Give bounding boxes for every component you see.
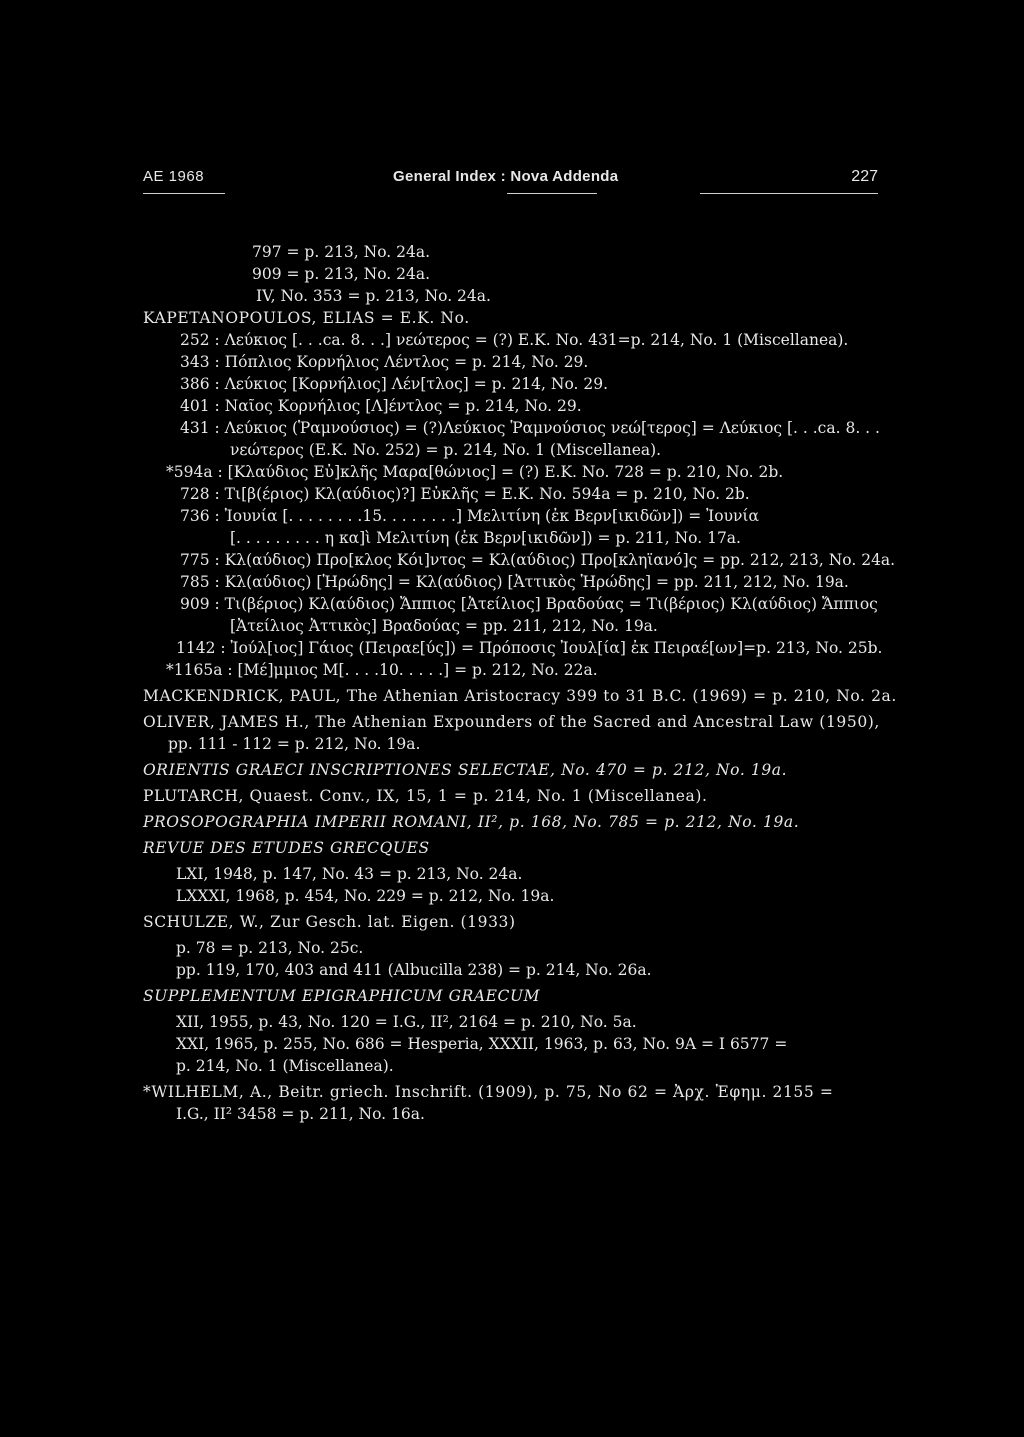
index-heading: KAPETANOPOULOS, ELIAS = E.K. No.: [143, 309, 470, 327]
index-line: pp. 111 - 112 = p. 212, No. 19a.: [168, 735, 421, 753]
index-line: pp. 119, 170, 403 and 411 (Albucilla 238) = p. 214, No. 26a.: [176, 961, 652, 979]
index-line: 728 : Τι[β(έριος) Κλ(αύδιος)?] Εὐκλῆς = E.K. No. 594a = p. 210, No. 2b.: [180, 485, 750, 503]
index-line: νεώτερος (E.K. No. 252) = p. 214, No. 1 (Miscellanea).: [230, 441, 662, 459]
index-heading: PLUTARCH, Quaest. Conv., IX, 15, 1 = p. 214, No. 1 (Miscellanea).: [143, 787, 708, 805]
index-heading: SCHULZE, W., Zur Gesch. lat. Eigen. (1933): [143, 913, 516, 931]
index-line: 401 : Ναῖος Κορνήλιος [Λ]έντλος = p. 214, No. 29.: [180, 397, 582, 415]
index-line: IV, No. 353 = p. 213, No. 24a.: [256, 287, 491, 305]
index-line: 1142 : Ἰούλ[ιος] Γάιος (Πειραε[ύς]) = Πρόποσις Ἰουλ[ία] ἐκ Πειραέ[ων]=p. 213, No. 25b.: [176, 639, 883, 657]
index-line: [Ἀτείλιος Ἀττικὸς] Βραδούας = pp. 211, 212, No. 19a.: [230, 617, 658, 635]
index-heading: ORIENTIS GRAECI INSCRIPTIONES SELECTAE, No. 470 = p. 212, No. 19a.: [143, 761, 788, 779]
index-line: 909 = p. 213, No. 24a.: [252, 265, 431, 283]
index-line: 736 : Ἰουνία [. . . . . . . .15. . . . . . . .] Μελιτίνη (ἐκ Βερν[ικιδῶν]) = Ἰουνία: [180, 507, 759, 525]
index-heading: *WILHELM, A., Beitr. griech. Inschrift. (1909), p. 75, No 62 = Ἀρχ. Ἐφημ. 2155 =: [143, 1083, 834, 1101]
index-line: 252 : Λεύκιος [. . .ca. 8. . .] νεώτερος = (?) E.K. No. 431=p. 214, No. 1 (Miscellanea).: [180, 331, 849, 349]
index-line: LXXXI, 1968, p. 454, No. 229 = p. 212, No. 19a.: [176, 887, 555, 905]
page-number: 227: [851, 168, 878, 185]
index-heading: SUPPLEMENTUM EPIGRAPHICUM GRAECUM: [143, 987, 541, 1005]
index-line: LXI, 1948, p. 147, No. 43 = p. 213, No. 24a.: [176, 865, 523, 883]
index-line: 775 : Κλ(αύδιος) Προ[κλος Κόι]ντος = Κλ(αύδιος) Προ[κληϊανό]ς = pp. 212, 213, No. 24a.: [180, 551, 896, 569]
index-line: p. 78 = p. 213, No. 25c.: [176, 939, 364, 957]
index-line: XXI, 1965, p. 255, No. 686 = Hesperia, XXXII, 1963, p. 63, No. 9A = I 6577 =: [176, 1035, 788, 1053]
index-heading: PROSOPOGRAPHIA IMPERII ROMANI, II², p. 168, No. 785 = p. 212, No. 19a.: [143, 813, 800, 831]
index-line: *594a : [Κλαύδιος Εὐ]κλῆς Μαρα[θώνιος] = (?) E.K. No. 728 = p. 210, No. 2b.: [166, 463, 784, 481]
running-header: [143, 168, 878, 188]
index-line: *1165a : [Μέ]μμιος Μ[. . . .10. . . . .] = p. 212, No. 22a.: [166, 661, 598, 679]
header-rule-left: [143, 193, 225, 194]
header-rule-center: [507, 193, 597, 194]
index-line: 386 : Λεύκιος [Κορνήλιος] Λέν[τλος] = p. 214, No. 29.: [180, 375, 609, 393]
index-line: 909 : Τι(βέριος) Κλ(αύδιος) Ἄππιος [Ἀτείλιος] Βραδούας = Τι(βέριος) Κλ(αύδιος) Ἄππιος: [180, 595, 878, 613]
index-heading: OLIVER, JAMES H., The Athenian Expounders of the Sacred and Ancestral Law (1950),: [143, 713, 880, 731]
index-line: 431 : Λεύκιος (Ῥαμνούσιος) = (?)Λεύκιος Ῥαμνούσιος νεώ[τερος] = Λεύκιος [. . .ca. 8. . .: [180, 419, 880, 437]
section-title: General Index : Nova Addenda: [393, 168, 619, 185]
index-heading: REVUE DES ETUDES GRECQUES: [143, 839, 430, 857]
index-heading: MACKENDRICK, PAUL, The Athenian Aristocracy 399 to 31 B.C. (1969) = p. 210, No. 2a.: [143, 687, 897, 705]
index-line: [. . . . . . . . . η κα]ὶ Μελιτίνη (ἐκ Βερν[ικιδῶν]) = p. 211, No. 17a.: [230, 529, 741, 547]
header-rule-right: [700, 193, 878, 194]
index-line: XII, 1955, p. 43, No. 120 = I.G., II², 2164 = p. 210, No. 5a.: [176, 1013, 637, 1031]
index-line: 797 = p. 213, No. 24a.: [252, 243, 431, 261]
journal-abbrev: AE 1968: [143, 168, 205, 185]
index-line: 785 : Κλ(αύδιος) [Ἡρώδης] = Κλ(αύδιος) [Ἀττικὸς Ἡρώδης] = pp. 211, 212, No. 19a.: [180, 573, 849, 591]
index-line: p. 214, No. 1 (Miscellanea).: [176, 1057, 394, 1075]
index-line: 343 : Πόπλιος Κορνήλιος Λέντλος = p. 214, No. 29.: [180, 353, 589, 371]
index-line: I.G., II² 3458 = p. 211, No. 16a.: [176, 1105, 425, 1123]
